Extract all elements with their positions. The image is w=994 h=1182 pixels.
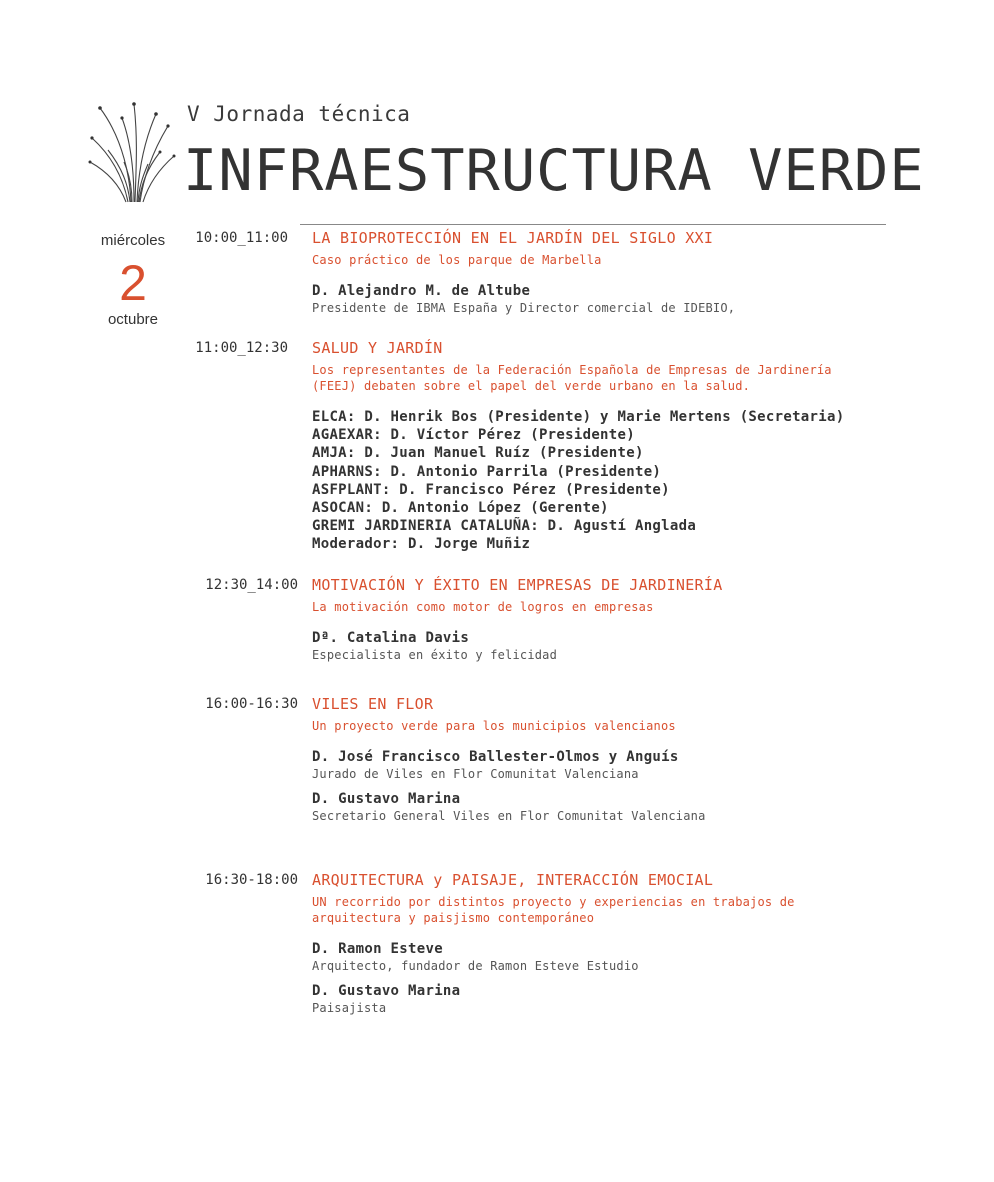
speaker-name: D. José Francisco Ballester-Olmos y Anguís — [312, 749, 679, 765]
speaker-list — [312, 940, 912, 1016]
speaker-list — [312, 748, 912, 824]
session-time: 10:00_11:00 — [195, 230, 288, 246]
speaker-list — [312, 282, 912, 316]
speaker-name: D. Ramon Esteve — [312, 941, 443, 957]
panel-member: ASOCAN: D. Antonio López (Gerente) — [312, 500, 609, 517]
session-title: LA BIOPROTECCIÓN EN EL JARDÍN DEL SIGLO XXI — [312, 229, 714, 247]
panel-member: GREMI JARDINERIA CATALUÑA: D. Agustí Anglada — [312, 518, 697, 535]
session-time: 11:00_12:30 — [195, 340, 288, 356]
speaker-role: Especialista en éxito y felicidad — [312, 648, 558, 662]
session-description: Los representantes de la Federación Española de Empresas de Jardinería (FEEJ) debaten sobre el papel del verde urbano en la salud. — [312, 363, 832, 393]
speaker — [312, 282, 912, 316]
speaker-name: D. Alejandro M. de Altube — [312, 283, 531, 299]
session-title: SALUD Y JARDÍN — [312, 339, 443, 357]
session-title: ARQUITECTURA y PAISAJE, INTERACCIÓN EMOCIAL — [312, 871, 714, 889]
session-time: 16:00-16:30 — [205, 696, 298, 712]
speaker-name: Dª. Catalina Davis — [312, 630, 470, 646]
speaker-role: Secretario General Viles en Flor Comunitat Valenciana — [312, 809, 706, 823]
speaker-name: D. Gustavo Marina — [312, 983, 461, 999]
speaker-role: Arquitecto, fundador de Ramon Esteve Estudio — [312, 959, 639, 973]
session-time: 12:30_14:00 — [205, 577, 298, 593]
panel-members — [312, 408, 912, 554]
date-weekday: miércoles — [100, 232, 166, 249]
panel-member: ASFPLANT: D. Francisco Pérez (Presidente) — [312, 481, 670, 498]
speaker — [312, 982, 912, 1016]
panel-member: Moderador: D. Jorge Muñiz — [312, 536, 531, 553]
speaker-role: Presidente de IBMA España y Director comercial de IDEBIO, — [312, 301, 736, 315]
speaker — [312, 940, 912, 974]
session-description: Caso práctico de los parque de Marbella — [312, 253, 602, 267]
event-subtitle: V Jornada técnica — [187, 102, 411, 126]
header-divider — [300, 224, 886, 225]
grass-logo-icon — [86, 100, 176, 204]
speaker — [312, 629, 912, 663]
date-day: 2 — [119, 255, 147, 311]
event-title: INFRAESTRUCTURA VERDE — [183, 138, 925, 204]
speaker-name: D. Gustavo Marina — [312, 791, 461, 807]
session-title: MOTIVACIÓN Y ÉXITO EN EMPRESAS DE JARDINERÍA — [312, 576, 723, 594]
speaker — [312, 790, 912, 824]
session-time: 16:30-18:00 — [205, 872, 298, 888]
speaker-list — [312, 629, 912, 663]
date-month: octubre — [107, 311, 159, 328]
speaker-role: Jurado de Viles en Flor Comunitat Valenciana — [312, 767, 639, 781]
session-description: La motivación como motor de logros en empresas — [312, 600, 654, 614]
session-description: Un proyecto verde para los municipios valencianos — [312, 719, 676, 733]
panel-member: APHARNS: D. Antonio Parrila (Presidente) — [312, 463, 662, 480]
speaker — [312, 748, 912, 782]
speaker-role: Paisajista — [312, 1001, 387, 1015]
panel-member: ELCA: D. Henrik Bos (Presidente) y Marie Mertens (Secretaria) — [312, 409, 845, 425]
panel-member: AGAEXAR: D. Víctor Pérez (Presidente) — [312, 427, 635, 444]
session-title: VILES EN FLOR — [312, 695, 434, 713]
session-description: UN recorrido por distintos proyecto y experiencias en trabajos de arquitectura y paisjismo contemporáneo — [312, 895, 795, 925]
panel-member: AMJA: D. Juan Manuel Ruíz (Presidente) — [312, 445, 644, 462]
